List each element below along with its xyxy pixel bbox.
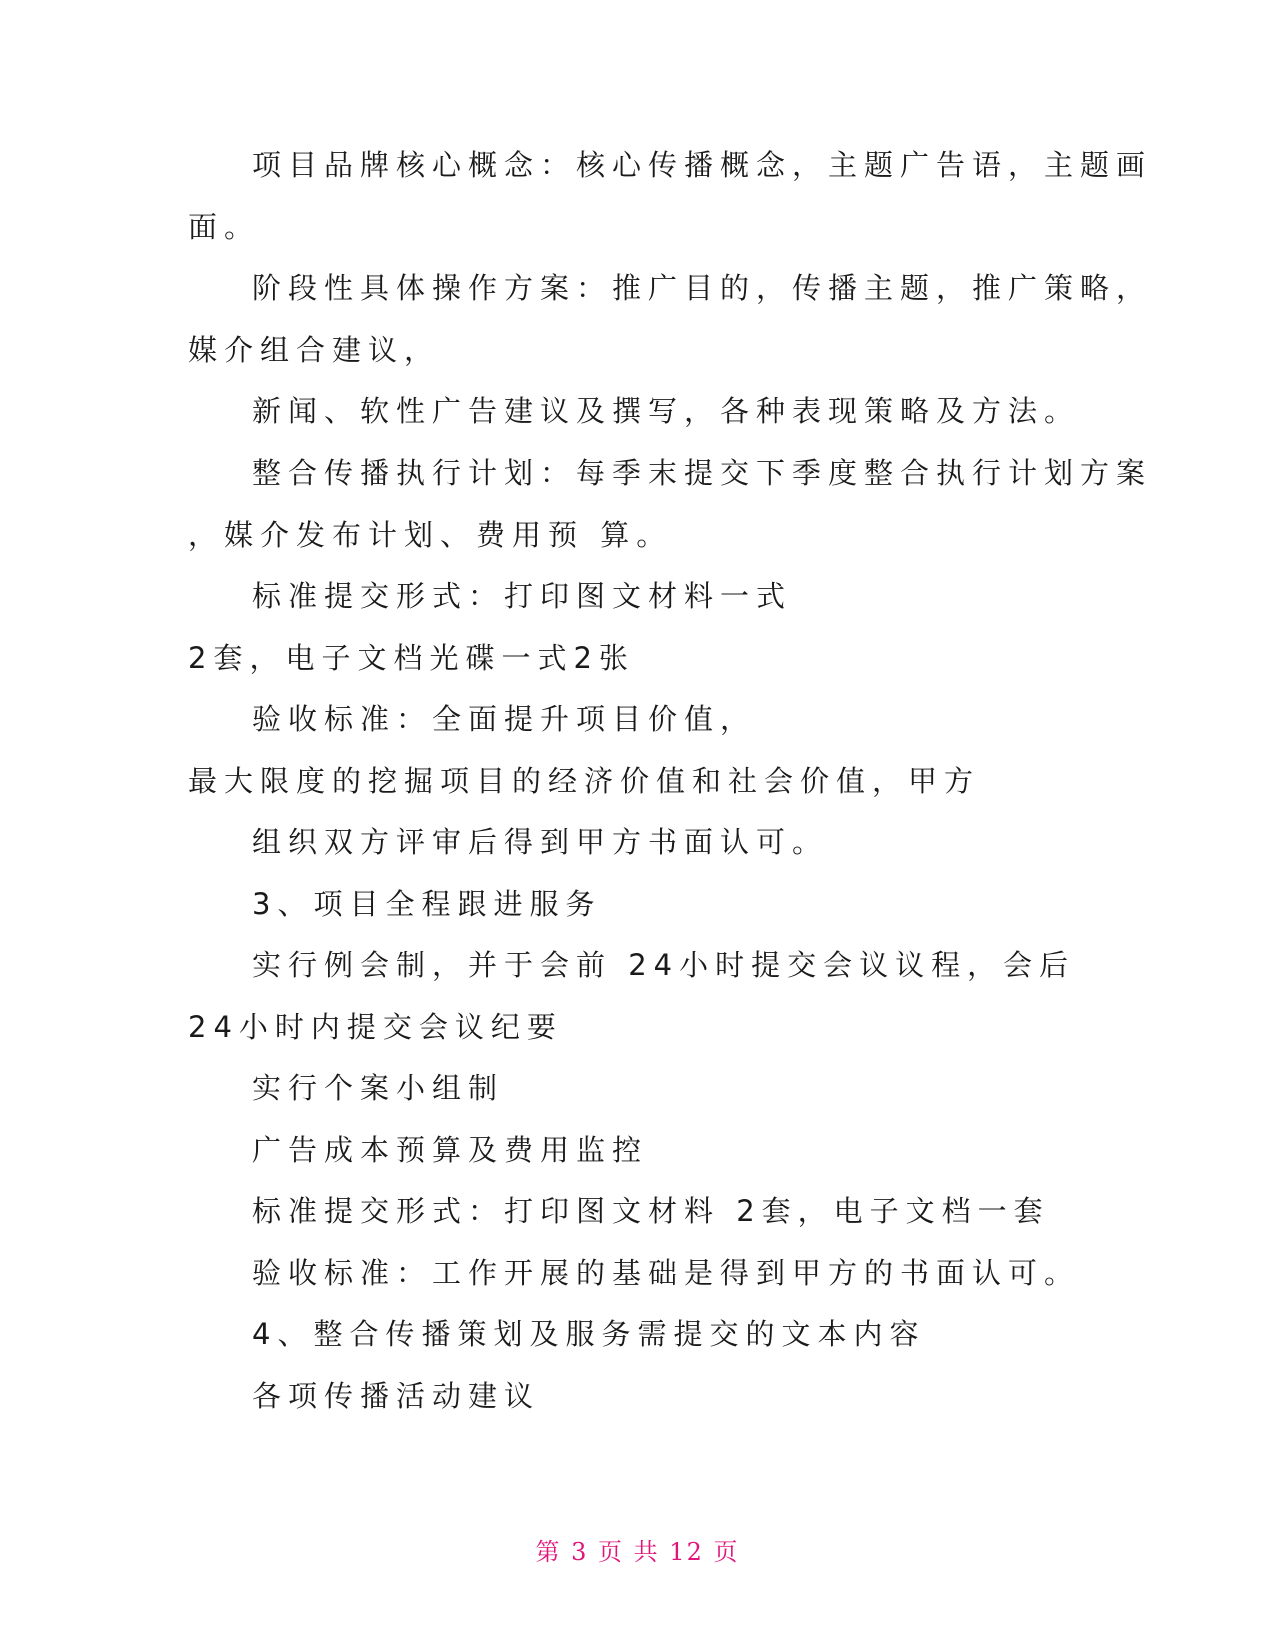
text-line: 阶段性具体操作方案：推广目的，传播主题，推广策略， bbox=[252, 271, 1153, 305]
text-line: 媒介组合建议， bbox=[188, 333, 441, 367]
text-line: ，媒介发布计划、费用预 算。 bbox=[188, 518, 673, 552]
section-heading: 4、整合传播策划及服务需提交的文本内容 bbox=[252, 1317, 926, 1351]
text-line: 24小时内提交会议纪要 bbox=[188, 1010, 563, 1044]
text-line: 标准提交形式：打印图文材料一式 bbox=[252, 579, 793, 613]
text-line: 组织双方评审后得到甲方书面认可。 bbox=[252, 825, 829, 859]
text-line: 项目品牌核心概念：核心传播概念，主题广告语，主题画 bbox=[252, 148, 1153, 182]
text-line: 验收标准：工作开展的基础是得到甲方的书面认可。 bbox=[252, 1256, 1081, 1290]
text-line: 实行个案小组制 bbox=[252, 1071, 505, 1105]
text-line: 广告成本预算及费用监控 bbox=[252, 1133, 649, 1167]
text-line: 验收标准：全面提升项目价值， bbox=[252, 702, 757, 736]
text-line: 各项传播活动建议 bbox=[252, 1379, 541, 1413]
text-line: 标准提交形式：打印图文材料 2套，电子文档一套 bbox=[252, 1194, 1050, 1228]
text-line: 新闻、软性广告建议及撰写，各种表现策略及方法。 bbox=[252, 394, 1081, 428]
text-line: 整合传播执行计划：每季末提交下季度整合执行计划方案 bbox=[252, 456, 1153, 490]
text-line: 最大限度的挖掘项目的经济价值和社会价值，甲方 bbox=[188, 764, 981, 798]
text-line: 实行例会制，并于会前 24小时提交会议议程，会后 bbox=[252, 948, 1076, 982]
text-line: 2套，电子文档光碟一式2张 bbox=[188, 641, 635, 675]
text-line: 面。 bbox=[188, 210, 261, 244]
section-heading: 3、项目全程跟进服务 bbox=[252, 887, 602, 921]
page-number-footer: 第 3 页 共 12 页 bbox=[535, 1538, 740, 1566]
